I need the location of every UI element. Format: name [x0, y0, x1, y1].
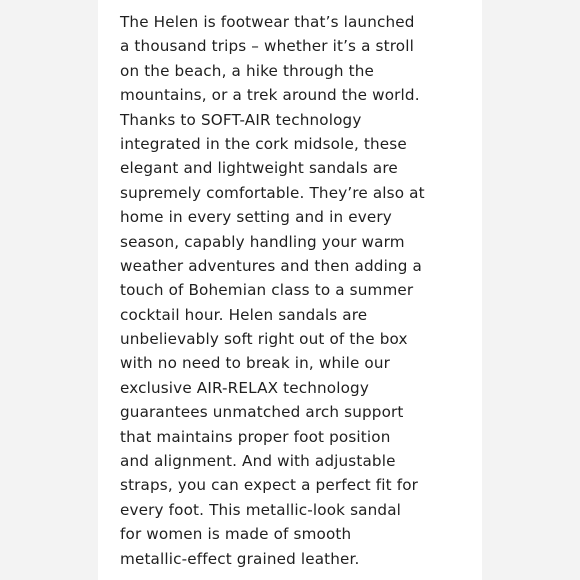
description-line: supremely comfortable. They’re also at: [120, 183, 425, 202]
description-line: elegant and lightweight sandals are: [120, 159, 398, 178]
description-line: a thousand trips – whether it’s a stroll: [120, 37, 414, 56]
description-line: season, capably handling your warm: [120, 232, 405, 251]
description-line: with no need to break in, while our: [120, 354, 391, 373]
description-line: cocktail hour. Helen sandals are: [120, 305, 368, 324]
description-line: every foot. This metallic-look sandal: [120, 500, 402, 519]
description-line: and alignment. And with adjustable: [120, 452, 396, 471]
description-line: Thanks to SOFT-AIR technology: [120, 110, 362, 129]
description-line: touch of Bohemian class to a summer: [120, 281, 414, 300]
product-description: [120, 10, 460, 571]
description-line: integrated in the cork midsole, these: [120, 134, 407, 153]
description-line: metallic-effect grained leather.: [120, 549, 360, 568]
description-line: for women is made of smooth: [120, 525, 352, 544]
description-line: mountains, or a trek around the world.: [120, 86, 420, 105]
description-line: on the beach, a hike through the: [120, 61, 375, 80]
description-line: straps, you can expect a perfect fit for: [120, 476, 419, 495]
description-line: guarantees unmatched arch support: [120, 403, 404, 422]
description-line: exclusive AIR-RELAX technology: [120, 378, 369, 397]
description-line: home in every setting and in every: [120, 208, 392, 227]
description-line: that maintains proper foot position: [120, 427, 391, 446]
description-line: The Helen is footwear that’s launched: [120, 13, 415, 31]
description-line: weather adventures and then adding a: [120, 256, 422, 275]
description-line: unbelievably soft right out of the box: [120, 330, 408, 349]
